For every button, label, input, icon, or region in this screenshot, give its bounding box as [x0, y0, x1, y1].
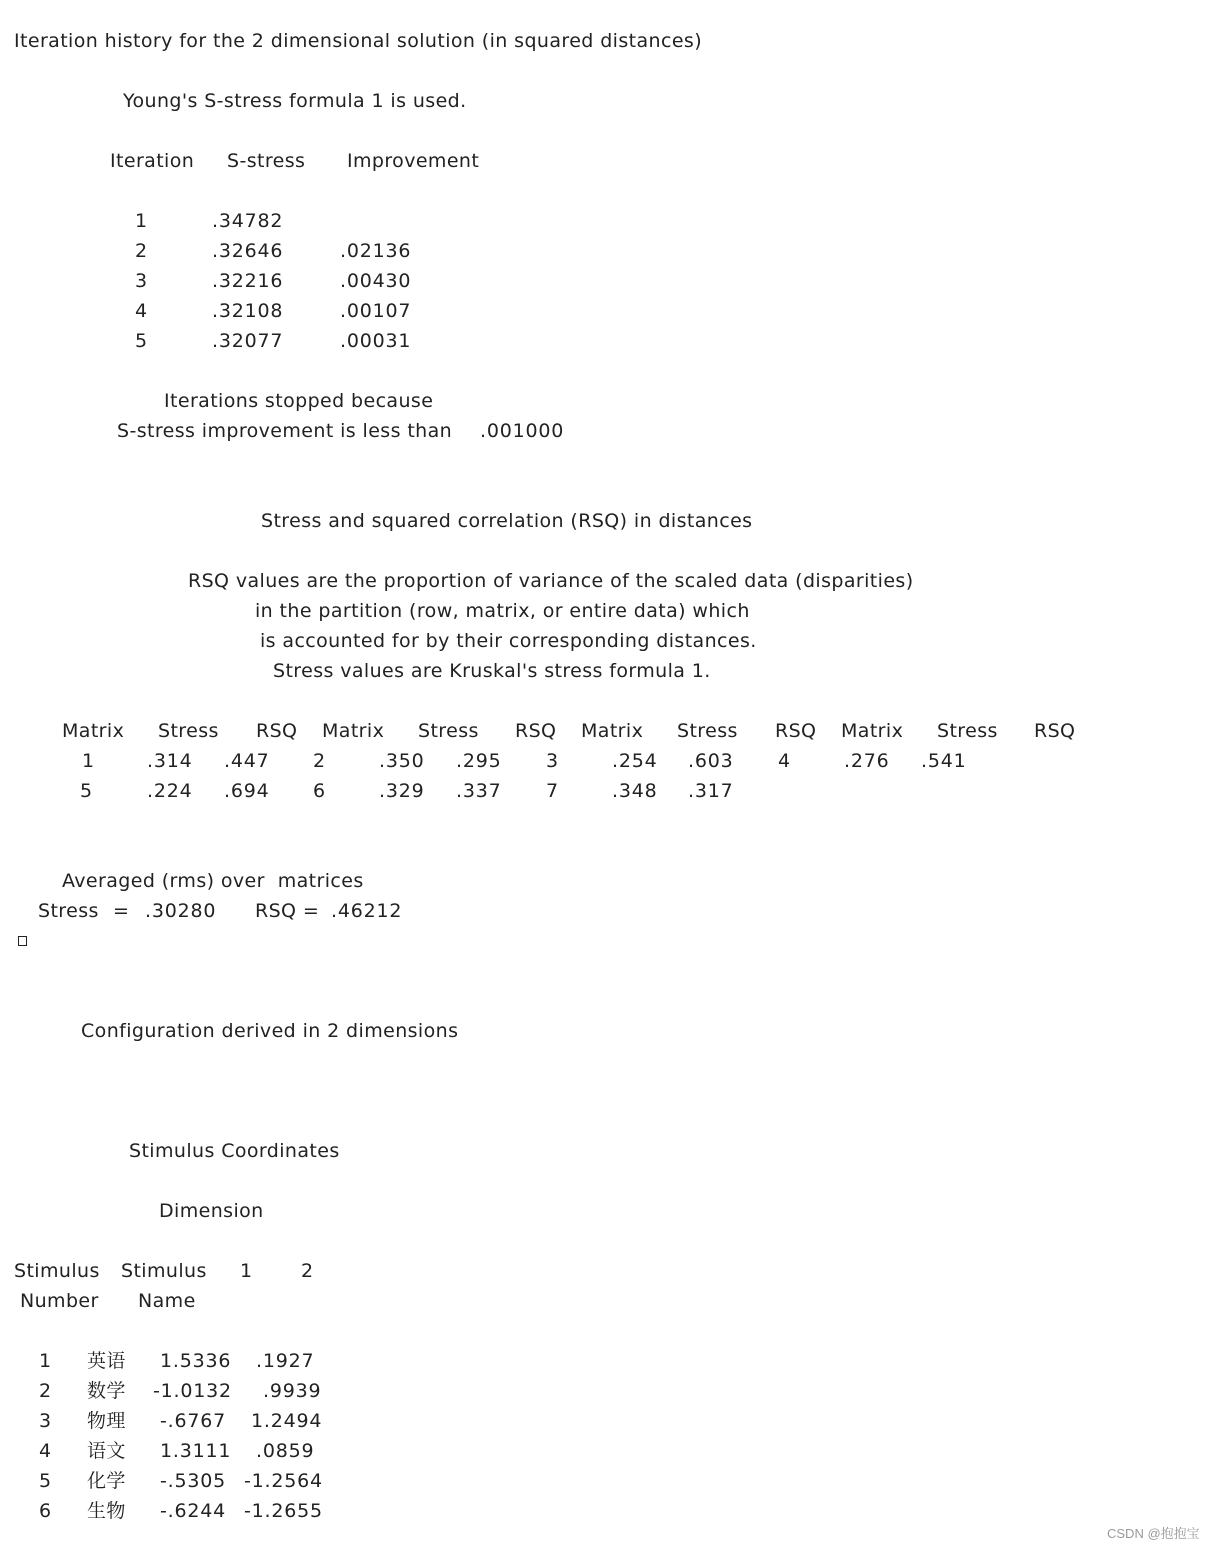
averaged-label: Averaged (rms) over matrices: [62, 870, 364, 892]
improvement-value: .00107: [340, 300, 412, 322]
header-rsq: RSQ: [775, 720, 817, 742]
dimension-2-value: .0859: [256, 1440, 315, 1462]
dimension-label: Dimension: [159, 1200, 264, 1222]
stress-value: .350: [379, 750, 425, 772]
header-rsq: RSQ: [256, 720, 298, 742]
matrix-number: 4: [778, 750, 791, 772]
header-matrix: Matrix: [581, 720, 644, 742]
header-stress: Stress: [418, 720, 479, 742]
improvement-value: .00031: [340, 330, 412, 352]
stress-value: .329: [379, 780, 425, 802]
overall-stress-value: .30280: [145, 900, 217, 922]
stimulus-name: 英语: [87, 1350, 126, 1372]
improvement-value: .02136: [340, 240, 412, 262]
stop-threshold-value: .001000: [480, 420, 565, 442]
stimulus-name: 物理: [87, 1410, 126, 1432]
header-stress: Stress: [158, 720, 219, 742]
stop-reason-line-1: Iterations stopped because: [164, 390, 434, 412]
matrix-number: 1: [82, 750, 95, 772]
sstress-value: .32216: [212, 270, 284, 292]
header-matrix: Matrix: [841, 720, 904, 742]
dimension-2-value: 1.2494: [251, 1410, 323, 1432]
header-iteration: Iteration: [110, 150, 195, 172]
iteration-number: 2: [135, 240, 148, 262]
overall-stress-equals: =: [113, 900, 130, 922]
improvement-value: .00430: [340, 270, 412, 292]
iteration-number: 1: [135, 210, 148, 232]
sstress-value: .32108: [212, 300, 284, 322]
dimension-1-value: -.6767: [160, 1410, 227, 1432]
overall-stress-label: Stress: [38, 900, 99, 922]
header-matrix: Matrix: [322, 720, 385, 742]
rsq-value: .603: [688, 750, 734, 772]
rsq-value: .337: [456, 780, 502, 802]
stress-value: .224: [147, 780, 193, 802]
header-matrix: Matrix: [62, 720, 125, 742]
header-stimulus-number-2: Number: [20, 1290, 99, 1312]
dimension-2-value: -1.2655: [244, 1500, 323, 1522]
dimension-2-value: .1927: [256, 1350, 315, 1372]
stress-value: .254: [612, 750, 658, 772]
stress-value: .348: [612, 780, 658, 802]
header-stress: Stress: [677, 720, 738, 742]
missing-glyph-box: [18, 936, 27, 946]
stimulus-name: 生物: [87, 1500, 126, 1522]
dimension-2-value: -1.2564: [244, 1470, 323, 1492]
stimulus-number: 4: [39, 1440, 52, 1462]
iteration-number: 3: [135, 270, 148, 292]
stimulus-name: 语文: [87, 1440, 126, 1462]
stress-value: .276: [844, 750, 890, 772]
header-stimulus-name-2: Name: [138, 1290, 196, 1312]
header-dimension-1: 1: [240, 1260, 253, 1282]
stimulus-number: 6: [39, 1500, 52, 1522]
dimension-1-value: -1.0132: [153, 1380, 232, 1402]
header-improvement: Improvement: [347, 150, 480, 172]
rsq-value: .317: [688, 780, 734, 802]
rsq-value: .295: [456, 750, 502, 772]
rsq-note-line-4: Stress values are Kruskal's stress formula 1.: [273, 660, 711, 682]
dimension-1-value: -.6244: [160, 1500, 227, 1522]
iteration-number: 5: [135, 330, 148, 352]
matrix-number: 7: [546, 780, 559, 802]
dimension-2-value: .9939: [263, 1380, 322, 1402]
sstress-value: .32646: [212, 240, 284, 262]
sstress-value: .34782: [212, 210, 284, 232]
iteration-history-title: Iteration history for the 2 dimensional solution (in squared distances): [14, 30, 703, 52]
matrix-number: 2: [313, 750, 326, 772]
formula-note: Young's S-stress formula 1 is used.: [123, 90, 467, 112]
configuration-title: Configuration derived in 2 dimensions: [81, 1020, 459, 1042]
rsq-note-line-2: in the partition (row, matrix, or entire data) which: [255, 600, 750, 622]
stimulus-name: 数学: [87, 1380, 126, 1402]
stimulus-number: 2: [39, 1380, 52, 1402]
dimension-1-value: 1.5336: [160, 1350, 232, 1372]
header-stress: Stress: [937, 720, 998, 742]
rsq-section-title: Stress and squared correlation (RSQ) in distances: [261, 510, 753, 532]
header-sstress: S-stress: [227, 150, 306, 172]
rsq-note-line-1: RSQ values are the proportion of variance of the scaled data (disparities): [188, 570, 914, 592]
stop-reason-line-2: S-stress improvement is less than: [117, 420, 453, 442]
stimulus-coordinates-title: Stimulus Coordinates: [129, 1140, 340, 1162]
rsq-value: .447: [224, 750, 270, 772]
overall-rsq-label: RSQ =: [255, 900, 320, 922]
rsq-value: .694: [224, 780, 270, 802]
csdn-watermark: CSDN @抱抱宝: [1107, 1526, 1200, 1541]
overall-rsq-value: .46212: [331, 900, 403, 922]
dimension-1-value: -.5305: [160, 1470, 227, 1492]
stimulus-number: 1: [39, 1350, 52, 1372]
matrix-number: 5: [80, 780, 93, 802]
stress-value: .314: [147, 750, 193, 772]
rsq-note-line-3: is accounted for by their corresponding distances.: [260, 630, 757, 652]
header-rsq: RSQ: [515, 720, 557, 742]
header-dimension-2: 2: [301, 1260, 314, 1282]
iteration-number: 4: [135, 300, 148, 322]
stimulus-number: 3: [39, 1410, 52, 1432]
dimension-1-value: 1.3111: [160, 1440, 232, 1462]
header-stimulus-name-1: Stimulus: [121, 1260, 207, 1282]
stimulus-number: 5: [39, 1470, 52, 1492]
rsq-value: .541: [921, 750, 967, 772]
sstress-value: .32077: [212, 330, 284, 352]
header-stimulus-number-1: Stimulus: [14, 1260, 100, 1282]
stimulus-name: 化学: [87, 1470, 126, 1492]
matrix-number: 3: [546, 750, 559, 772]
header-rsq: RSQ: [1034, 720, 1076, 742]
matrix-number: 6: [313, 780, 326, 802]
